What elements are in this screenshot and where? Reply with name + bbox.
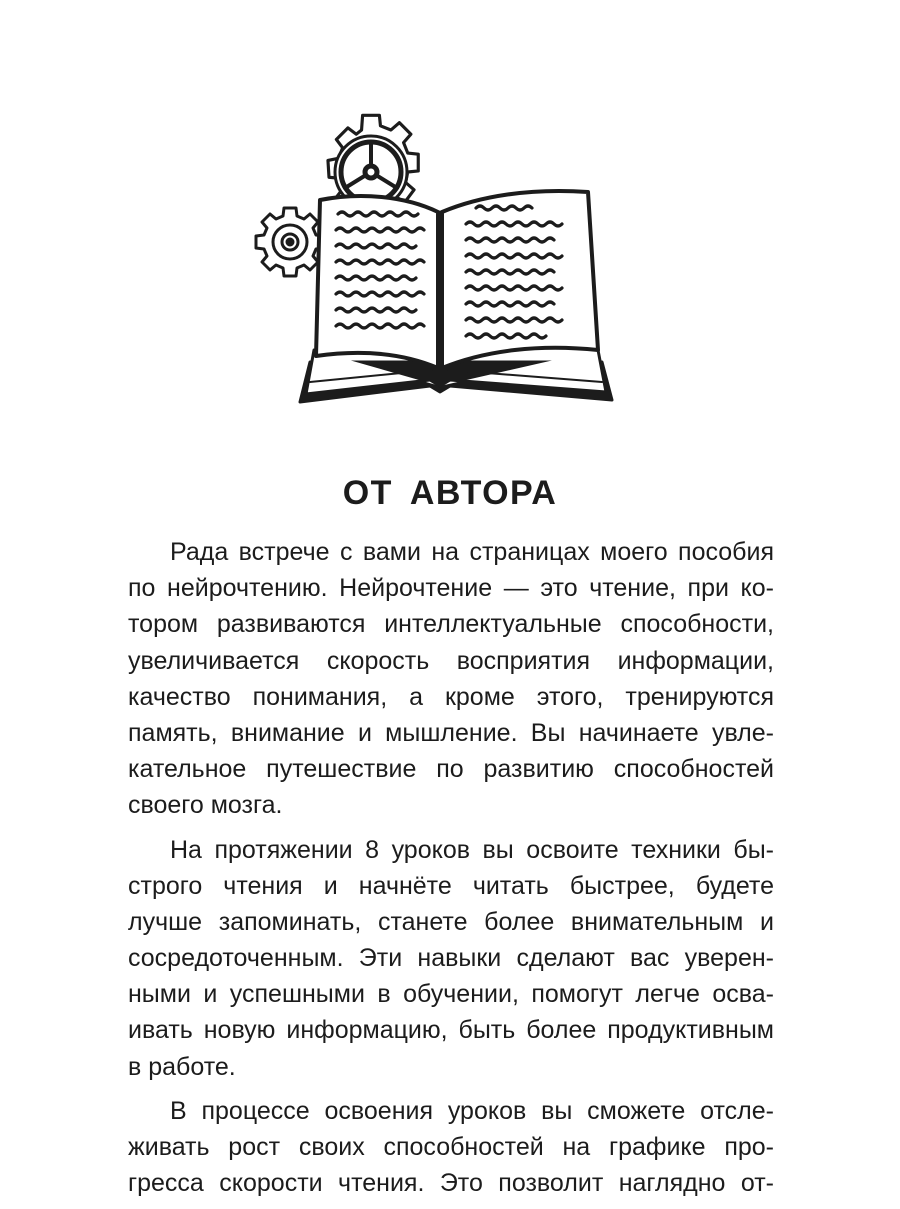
text-line: кательное путешествие по развитию способностей bbox=[128, 755, 774, 784]
text-line: В процессе освоения уроков вы сможете отсле- bbox=[170, 1096, 774, 1125]
book-with-gears-illustration bbox=[240, 100, 630, 420]
text-line: строго чтения и начнёте читать быстрее, будете bbox=[128, 871, 774, 900]
paragraph-1 bbox=[128, 534, 774, 824]
text-line: сосредоточенным. Эти навыки сделают вас уверен- bbox=[128, 944, 774, 973]
text-line: память, внимание и мышление. Вы начинаете увле- bbox=[128, 718, 774, 747]
paragraph-2 bbox=[128, 832, 774, 1085]
text-line: ивать новую информацию, быть более продуктивным bbox=[128, 1016, 774, 1045]
text-line: по нейрочтению. Нейрочтение — это чтение, при ко- bbox=[128, 574, 774, 603]
text-line: своего мозга. bbox=[128, 791, 283, 820]
page-title: ОТ АВТОРА bbox=[342, 474, 558, 512]
text-line: На протяжении 8 уроков вы освоите техники бы- bbox=[170, 835, 774, 864]
small-gear-icon bbox=[256, 208, 324, 276]
paragraph-3 bbox=[128, 1093, 774, 1202]
text-line: гресса скорости чтения. Это позволит наглядно от- bbox=[128, 1169, 774, 1198]
text-line: качество понимания, а кроме этого, тренируются bbox=[128, 682, 774, 711]
text-line: увеличивается скорость восприятия информации, bbox=[128, 646, 774, 675]
text-line: в работе. bbox=[128, 1052, 236, 1081]
text-line: ными и успешными в обучении, помогут легче осва- bbox=[128, 980, 774, 1009]
body-text bbox=[128, 534, 774, 1209]
text-line: тором развиваются интеллектуальные способности, bbox=[128, 610, 774, 639]
text-line: живать рост своих способностей на графике про- bbox=[128, 1133, 774, 1161]
text-line: лучше запоминать, станете более внимательным и bbox=[128, 907, 774, 936]
text-line: Рада встрече с вами на страницах моего пособия bbox=[170, 538, 774, 566]
open-book-icon bbox=[300, 191, 612, 402]
